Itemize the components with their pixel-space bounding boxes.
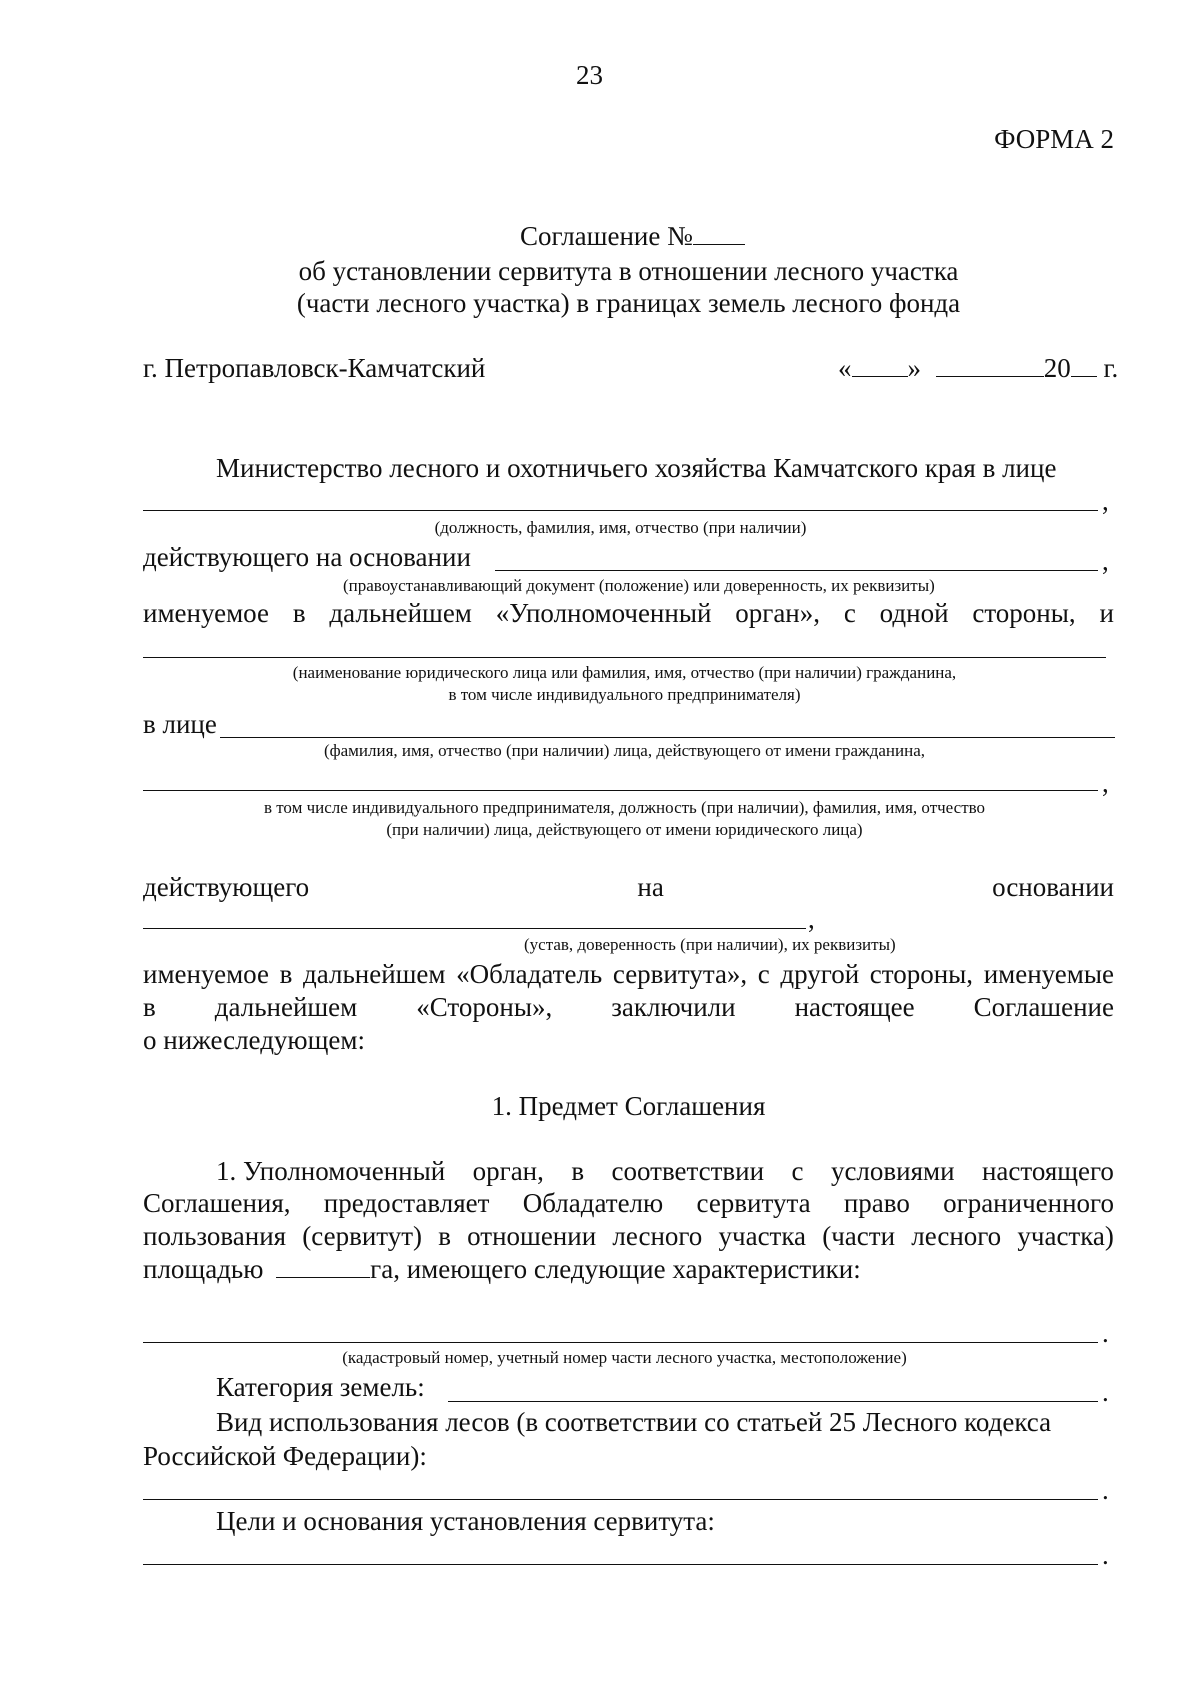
- word: с: [843, 598, 856, 628]
- word: в: [292, 598, 306, 628]
- word: пользования: [143, 1221, 287, 1251]
- word: с: [791, 1156, 804, 1186]
- word: «Уполномоченный: [495, 598, 712, 628]
- title-line-2: об установлении сервитута в отношении лесного участка: [298, 256, 959, 286]
- word: в: [438, 1221, 451, 1251]
- year-blank: [1071, 376, 1097, 377]
- forest-use-period: .: [1102, 1475, 1109, 1505]
- word: Обладателю: [522, 1188, 664, 1218]
- basis-line: [495, 570, 1098, 571]
- hint-person-3: (при наличии) лица, действующего от имени юридического лица): [386, 820, 863, 839]
- party-line: [143, 657, 1106, 658]
- area-prefix: площадью: [143, 1254, 264, 1284]
- word: орган,: [472, 1156, 544, 1186]
- word: Соглашение: [973, 992, 1114, 1022]
- title-line-3: (части лесного участка) в границах земель лесного фонда: [296, 288, 961, 318]
- word: действующего: [143, 872, 310, 902]
- word: отношении: [467, 1221, 597, 1251]
- date-open-quote: «: [838, 353, 852, 383]
- land-category-period: .: [1102, 1377, 1109, 1407]
- word: дальнейшем: [214, 992, 358, 1022]
- word: соответствии: [611, 1156, 765, 1186]
- word: ограниченного: [943, 1188, 1114, 1218]
- word: именуемое: [143, 598, 269, 628]
- place-city: г. Петропавловск-Камчатский: [143, 353, 486, 383]
- year-suffix: г.: [1103, 353, 1119, 383]
- word: орган»,: [735, 598, 821, 628]
- agreement-number-blank: [693, 244, 745, 245]
- year-prefix: 20: [1043, 353, 1071, 383]
- word: в: [571, 1156, 585, 1186]
- hint-position: (должность, фамилия, имя, отчество (при наличии): [434, 518, 807, 537]
- about-text: о нижеследующем:: [143, 1025, 365, 1055]
- forest-use-line-2: Российской Федерации):: [143, 1441, 427, 1471]
- s1-line-2: [143, 1190, 1114, 1217]
- word: участка: [718, 1221, 807, 1251]
- forest-use-blank-line: [143, 1499, 1098, 1500]
- day-blank: [852, 376, 908, 377]
- in-person-line: [220, 737, 1115, 738]
- word: предоставляет: [323, 1188, 490, 1218]
- word: «Стороны»,: [416, 992, 553, 1022]
- s1-line-3: [143, 1223, 1114, 1250]
- word: на: [637, 872, 664, 902]
- word: настоящее: [794, 992, 915, 1022]
- goals-label: Цели и основания установления сервитута:: [216, 1506, 715, 1536]
- word: (части: [822, 1221, 896, 1251]
- section-heading: 1. Предмет Соглашения: [491, 1091, 766, 1121]
- word: лесного: [911, 1221, 1002, 1251]
- position-line: [143, 510, 1098, 511]
- in-person-text: в лице: [143, 709, 217, 739]
- hint-party-1: (наименование юридического лица или фамилия, имя, отчество (при наличии) гражданина,: [292, 663, 957, 682]
- word: одной: [879, 598, 949, 628]
- word: стороны,: [972, 598, 1076, 628]
- word: Соглашения,: [143, 1188, 291, 1218]
- s1-line-1: [216, 1158, 1114, 1185]
- page-number: 23: [576, 60, 603, 90]
- form-label: ФОРМА 2: [994, 124, 1114, 154]
- word: 1. Уполномоченный: [216, 1156, 446, 1186]
- person-line-2: [143, 790, 1098, 791]
- date-field: [838, 355, 1118, 382]
- land-category-label: Категория земель:: [216, 1372, 425, 1402]
- characteristics-line: [143, 1342, 1098, 1343]
- s1-area-line: [143, 1256, 861, 1283]
- word: в: [143, 992, 156, 1022]
- month-blank: [936, 376, 1044, 377]
- word: право: [843, 1188, 910, 1218]
- charter-line: [143, 928, 806, 929]
- ministry-text: Министерство лесного и охотничьего хозяйства Камчатского края в лице: [216, 453, 1057, 483]
- named-authority-line: [143, 600, 1114, 627]
- area-suffix: га, имеющего следующие характеристики:: [370, 1254, 861, 1284]
- word: условиями: [830, 1156, 955, 1186]
- basis-text: действующего на основании: [143, 542, 471, 572]
- word: лесного: [612, 1221, 703, 1251]
- goals-period: .: [1102, 1540, 1109, 1570]
- word: сервитута: [696, 1188, 811, 1218]
- word: (сервитут): [302, 1221, 423, 1251]
- basis-comma: ,: [1102, 546, 1109, 576]
- word: и: [1099, 598, 1114, 628]
- land-category-line: [448, 1401, 1098, 1402]
- goals-line: [143, 1564, 1098, 1565]
- word: дальнейшем: [329, 598, 472, 628]
- word: заключили: [611, 992, 736, 1022]
- area-blank: [276, 1277, 370, 1278]
- hint-person-1: (фамилия, имя, отчество (при наличии) лица, действующего от имени гражданина,: [323, 741, 926, 760]
- parties-line: [143, 994, 1114, 1021]
- word: основании: [992, 872, 1114, 902]
- person-comma: ,: [1102, 768, 1109, 798]
- agreement-number-label: Соглашение №: [520, 221, 693, 251]
- hint-basis: (правоустанавливающий документ (положение) или доверенность, их реквизиты): [343, 576, 935, 595]
- position-comma: ,: [1102, 486, 1109, 516]
- date-close-quote: »: [907, 353, 921, 383]
- hint-party-2: в том числе индивидуального предпринимателя): [448, 685, 801, 704]
- hint-cadastral: (кадастровый номер, учетный номер части лесного участка, местоположение): [342, 1348, 907, 1367]
- hint-charter: (устав, доверенность (при наличии), их реквизиты): [524, 935, 896, 954]
- forest-use-line-1: Вид использования лесов (в соответствии со статьей 25 Лесного кодекса: [216, 1407, 1052, 1437]
- characteristics-period: .: [1102, 1318, 1109, 1348]
- agreement-title: [520, 223, 745, 250]
- acting-line: [143, 874, 1114, 901]
- hint-person-2: в том числе индивидуального предпринимателя, должность (при наличии), фамилия, имя, отчество: [263, 798, 986, 817]
- word: настоящего: [981, 1156, 1114, 1186]
- holder-line: именуемое в дальнейшем «Обладатель сервитута», с другой стороны, именуемые: [143, 959, 1114, 989]
- word: участка): [1017, 1221, 1114, 1251]
- charter-comma: ,: [808, 904, 815, 934]
